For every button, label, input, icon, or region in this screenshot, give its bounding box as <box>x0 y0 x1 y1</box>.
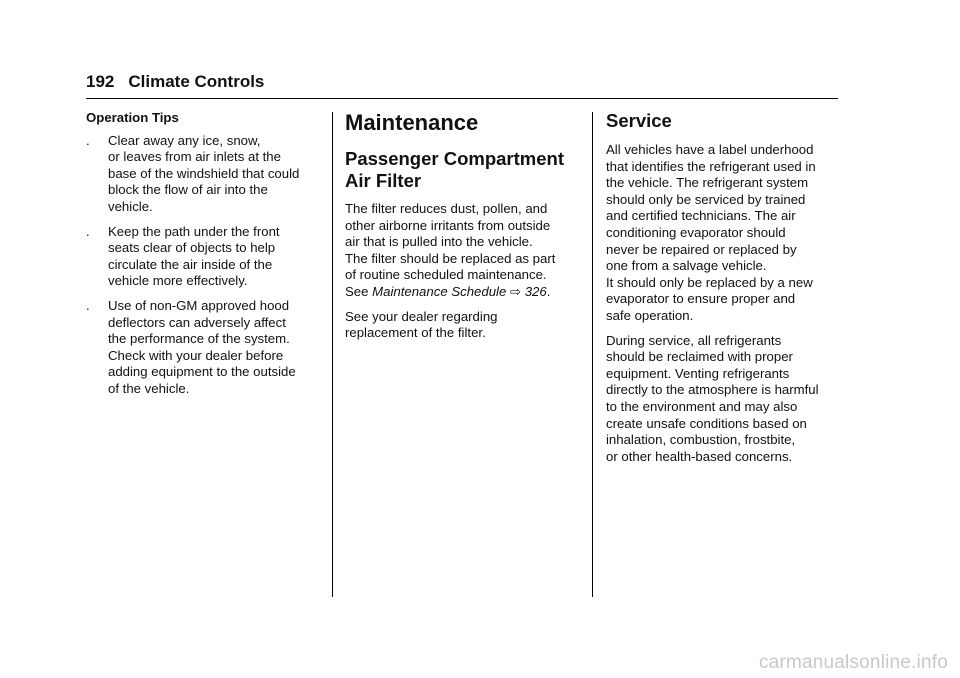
see-suffix: . <box>546 283 551 299</box>
section-title: Climate Controls <box>128 72 265 91</box>
service-heading: Service <box>606 110 672 131</box>
page-ref-number[interactable]: 326 <box>524 283 547 299</box>
page-header <box>86 72 264 92</box>
list-item <box>86 298 322 398</box>
header-rule <box>86 98 838 99</box>
maintenance-heading: Maintenance <box>345 110 479 135</box>
watermark: carmanualsonline.info <box>758 652 948 673</box>
air-filter-heading: Passenger Compartment Air Filter <box>345 148 564 191</box>
bullet-mark: . <box>86 223 90 239</box>
bullet-mark: . <box>86 297 90 313</box>
air-filter-paragraph <box>345 201 581 301</box>
list-item <box>86 133 322 216</box>
page-number: 192 <box>86 72 115 91</box>
bullet-text: Use of non-GM approved hood deflectors can adversely affect the performance of the system. Check with your dealer before adding equipment to the outside of the vehicle. <box>108 297 296 396</box>
column-divider-right <box>592 112 593 597</box>
service-paragraph-2: During service, all refrigerants should be reclaimed with proper equipment. Venting refrigerants directly to the atmosphere is harmful to the environment and may also create unsafe conditions based on inhalation, combustion, frostbite, or other health-based concerns. <box>606 332 819 464</box>
see-prefix: See <box>345 283 373 299</box>
column-service <box>606 110 842 473</box>
column-divider-left <box>332 112 333 597</box>
operation-tips-heading: Operation Tips <box>86 110 179 125</box>
bullet-mark: . <box>86 132 90 148</box>
column-operation-tips <box>86 110 322 406</box>
air-filter-text: The filter reduces dust, pollen, and other airborne irritants from outside air that is pulled into the vehicle. The filter should be replaced as part of routine scheduled maintenance. <box>345 201 556 283</box>
column-maintenance <box>345 110 581 350</box>
bullet-text: Clear away any ice, snow, or leaves from air inlets at the base of the windshield that could block the flow of air into the vehicle. <box>108 132 300 214</box>
dealer-paragraph: See your dealer regarding replacement of the filter. <box>345 308 498 341</box>
maintenance-schedule-link[interactable]: Maintenance Schedule <box>372 283 507 299</box>
page-ref-arrow-icon: ⇨ <box>509 283 522 299</box>
list-item <box>86 224 322 290</box>
service-paragraph-1: All vehicles have a label underhood that identifies the refrigerant used in the vehicle. The refrigerant system should only be serviced by trained and certified technicians. The air conditioning evaporator should never be repaired or replaced by one from a salvage vehicle. It should only be replaced by a new evaporator to ensure proper and safe operation. <box>606 142 816 323</box>
bullet-text: Keep the path under the front seats clear of objects to help circulate the air inside of the vehicle more effectively. <box>108 223 280 289</box>
